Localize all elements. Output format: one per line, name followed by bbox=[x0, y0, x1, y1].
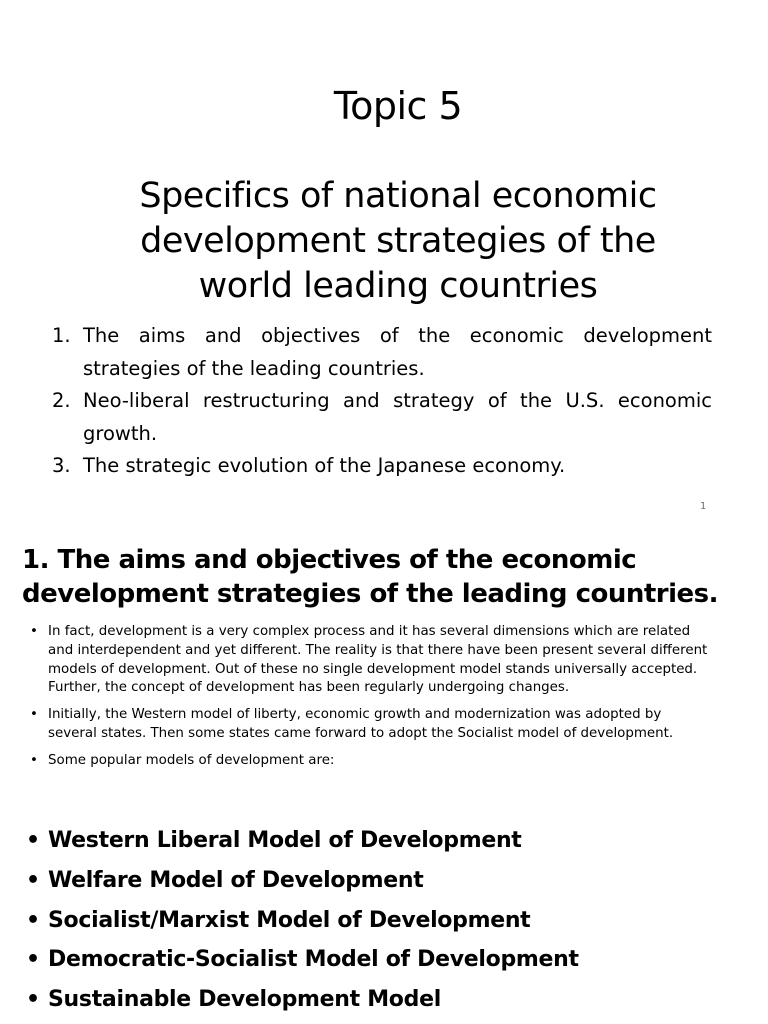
body-bullet-text: In fact, development is a very complex process and it has several dimensions which are related and interdependent and yet different. The reality is that there have been present several different models of development. Out of these no single development model stands universally accepted. Further, the concept of development has been regularly undergoing changes. bbox=[48, 624, 708, 696]
body-bullet-list bbox=[30, 623, 710, 779]
body-bullet-text: Initially, the Western model of liberty, economic growth and modernization was adopted by several states. Then some states came forward to adopt the Socialist model of development. bbox=[48, 707, 674, 741]
model-item bbox=[26, 861, 746, 901]
outline-item-text: Neo-liberal restructuring and strategy of the U.S. economic growth. bbox=[83, 389, 712, 445]
models-list bbox=[26, 821, 746, 1020]
body-bullet-text: Some popular models of development are: bbox=[48, 752, 335, 768]
model-item bbox=[26, 980, 746, 1020]
outline-item-number: 3. bbox=[52, 454, 71, 477]
slide-title-topic: Topic 5 bbox=[333, 84, 463, 128]
subtitle-line: Specifics of national economic bbox=[139, 176, 657, 216]
model-item-text: Democratic-Socialist Model of Development bbox=[48, 947, 579, 973]
body-bullet bbox=[30, 706, 710, 744]
section-heading bbox=[22, 543, 742, 611]
model-item bbox=[26, 821, 746, 861]
outline-item bbox=[52, 385, 712, 450]
heading-line: development strategies of the leading countries. bbox=[22, 579, 719, 609]
model-item-text: Welfare Model of Development bbox=[48, 867, 424, 893]
model-item bbox=[26, 901, 746, 941]
subtitle-line: world leading countries bbox=[198, 266, 598, 306]
outline-list bbox=[52, 320, 712, 483]
body-bullet bbox=[30, 752, 710, 771]
heading-line: 1. The aims and objectives of the economic bbox=[22, 545, 637, 575]
outline-item-number: 1. bbox=[52, 324, 71, 347]
bullet-icon: • bbox=[26, 828, 40, 853]
bullet-icon: • bbox=[26, 947, 40, 973]
outline-item-number: 2. bbox=[52, 389, 71, 412]
slide-subtitle bbox=[0, 174, 768, 309]
model-item-text: Socialist/Marxist Model of Development bbox=[48, 907, 531, 933]
model-item-text: Western Liberal Model of Development bbox=[48, 828, 522, 853]
outline-item-text: The strategic evolution of the Japanese economy. bbox=[83, 454, 566, 477]
bullet-icon: • bbox=[30, 624, 38, 639]
bullet-icon: • bbox=[26, 867, 40, 893]
slide-2 bbox=[0, 525, 768, 1024]
outline-item bbox=[52, 320, 712, 385]
model-item bbox=[26, 940, 746, 980]
body-bullet bbox=[30, 623, 710, 698]
subtitle-line: development strategies of the bbox=[140, 221, 656, 261]
page-number: 1 bbox=[700, 501, 707, 512]
bullet-icon: • bbox=[30, 752, 38, 768]
outline-item-text: The aims and objectives of the economic development strategies of the leading countries. bbox=[83, 324, 712, 380]
model-item-text: Sustainable Development Model bbox=[48, 987, 441, 1013]
bullet-icon: • bbox=[26, 907, 40, 933]
outline-item bbox=[52, 450, 712, 483]
bullet-icon: • bbox=[26, 987, 40, 1013]
bullet-icon: • bbox=[30, 707, 38, 723]
